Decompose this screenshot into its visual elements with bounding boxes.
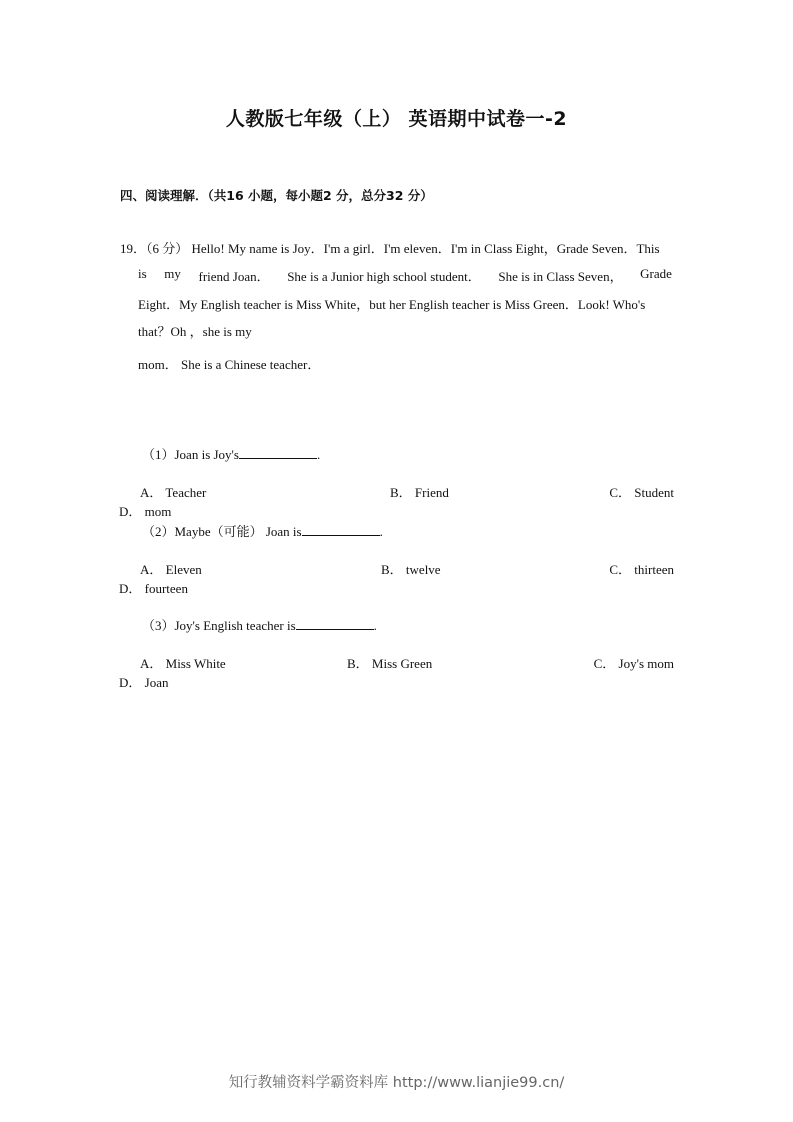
question-1-text: （1）Joan is Joy's <box>142 447 239 462</box>
page-title: 人教版七年级（上） 英语期中试卷一-2 <box>225 108 568 130</box>
question-2-option-a[interactable]: A． Eleven <box>140 562 202 577</box>
question-2-option-b[interactable]: B． twelve <box>381 562 441 577</box>
section-header: 四、阅读理解．（共16 小题，每小题2 分，总分32 分） <box>120 188 433 203</box>
passage-word: She is in Class Seven， <box>498 269 623 284</box>
question-2-option-d[interactable]: D． fourteen <box>119 581 188 596</box>
passage-word: She is a Junior high school student． <box>287 269 481 284</box>
passage-word: Grade <box>640 266 672 281</box>
question-3-option-d[interactable]: D． Joan <box>119 675 169 690</box>
passage-line-2 <box>138 266 672 285</box>
question-3-suffix: . <box>373 618 377 633</box>
question-3-option-b[interactable]: B． Miss Green <box>347 656 433 671</box>
question-1-option-d[interactable]: D． mom <box>119 504 172 519</box>
passage-line-1-text: 19．（6 分） Hello! My name is Joy．I'm a girl．I'm eleven．I'm in Class Eight，Grade Seven．This <box>120 241 660 256</box>
passage-line-5: mom． She is a Chinese teacher． <box>138 357 321 372</box>
question-2 <box>142 521 383 540</box>
passage-line-3: Eight．My English teacher is Miss White，but her English teacher is Miss Green．Look! Who's <box>138 297 646 312</box>
question-1-option-b[interactable]: B． Friend <box>390 485 449 500</box>
answer-blank[interactable] <box>302 523 380 536</box>
question-2-text: （2）Maybe（可能） Joan is <box>142 524 302 539</box>
passage-word: my <box>164 266 181 281</box>
answer-blank[interactable] <box>296 617 374 630</box>
question-1 <box>142 444 320 463</box>
passage-line-1 <box>120 238 660 257</box>
question-3 <box>142 615 377 634</box>
question-1-option-c[interactable]: C． Student <box>609 485 674 500</box>
passage-word: is <box>138 266 147 281</box>
question-2-suffix: . <box>379 524 383 539</box>
question-3-text: （3）Joy's English teacher is <box>142 618 296 633</box>
question-3-option-c[interactable]: C． Joy's mom <box>593 656 674 671</box>
footer-watermark: 知行教辅资料学霸资料库 http://www.lianjie99.cn/ <box>228 1075 565 1091</box>
question-3-option-a[interactable]: A． Miss White <box>140 656 226 671</box>
question-2-option-c[interactable]: C． thirteen <box>609 562 674 577</box>
question-1-suffix: . <box>316 447 321 462</box>
passage-line-4: that？Oh ，she is my <box>138 324 252 339</box>
answer-blank[interactable] <box>239 446 317 459</box>
question-1-option-a[interactable]: A． Teacher <box>140 485 207 500</box>
passage-word: friend Joan． <box>198 269 270 284</box>
